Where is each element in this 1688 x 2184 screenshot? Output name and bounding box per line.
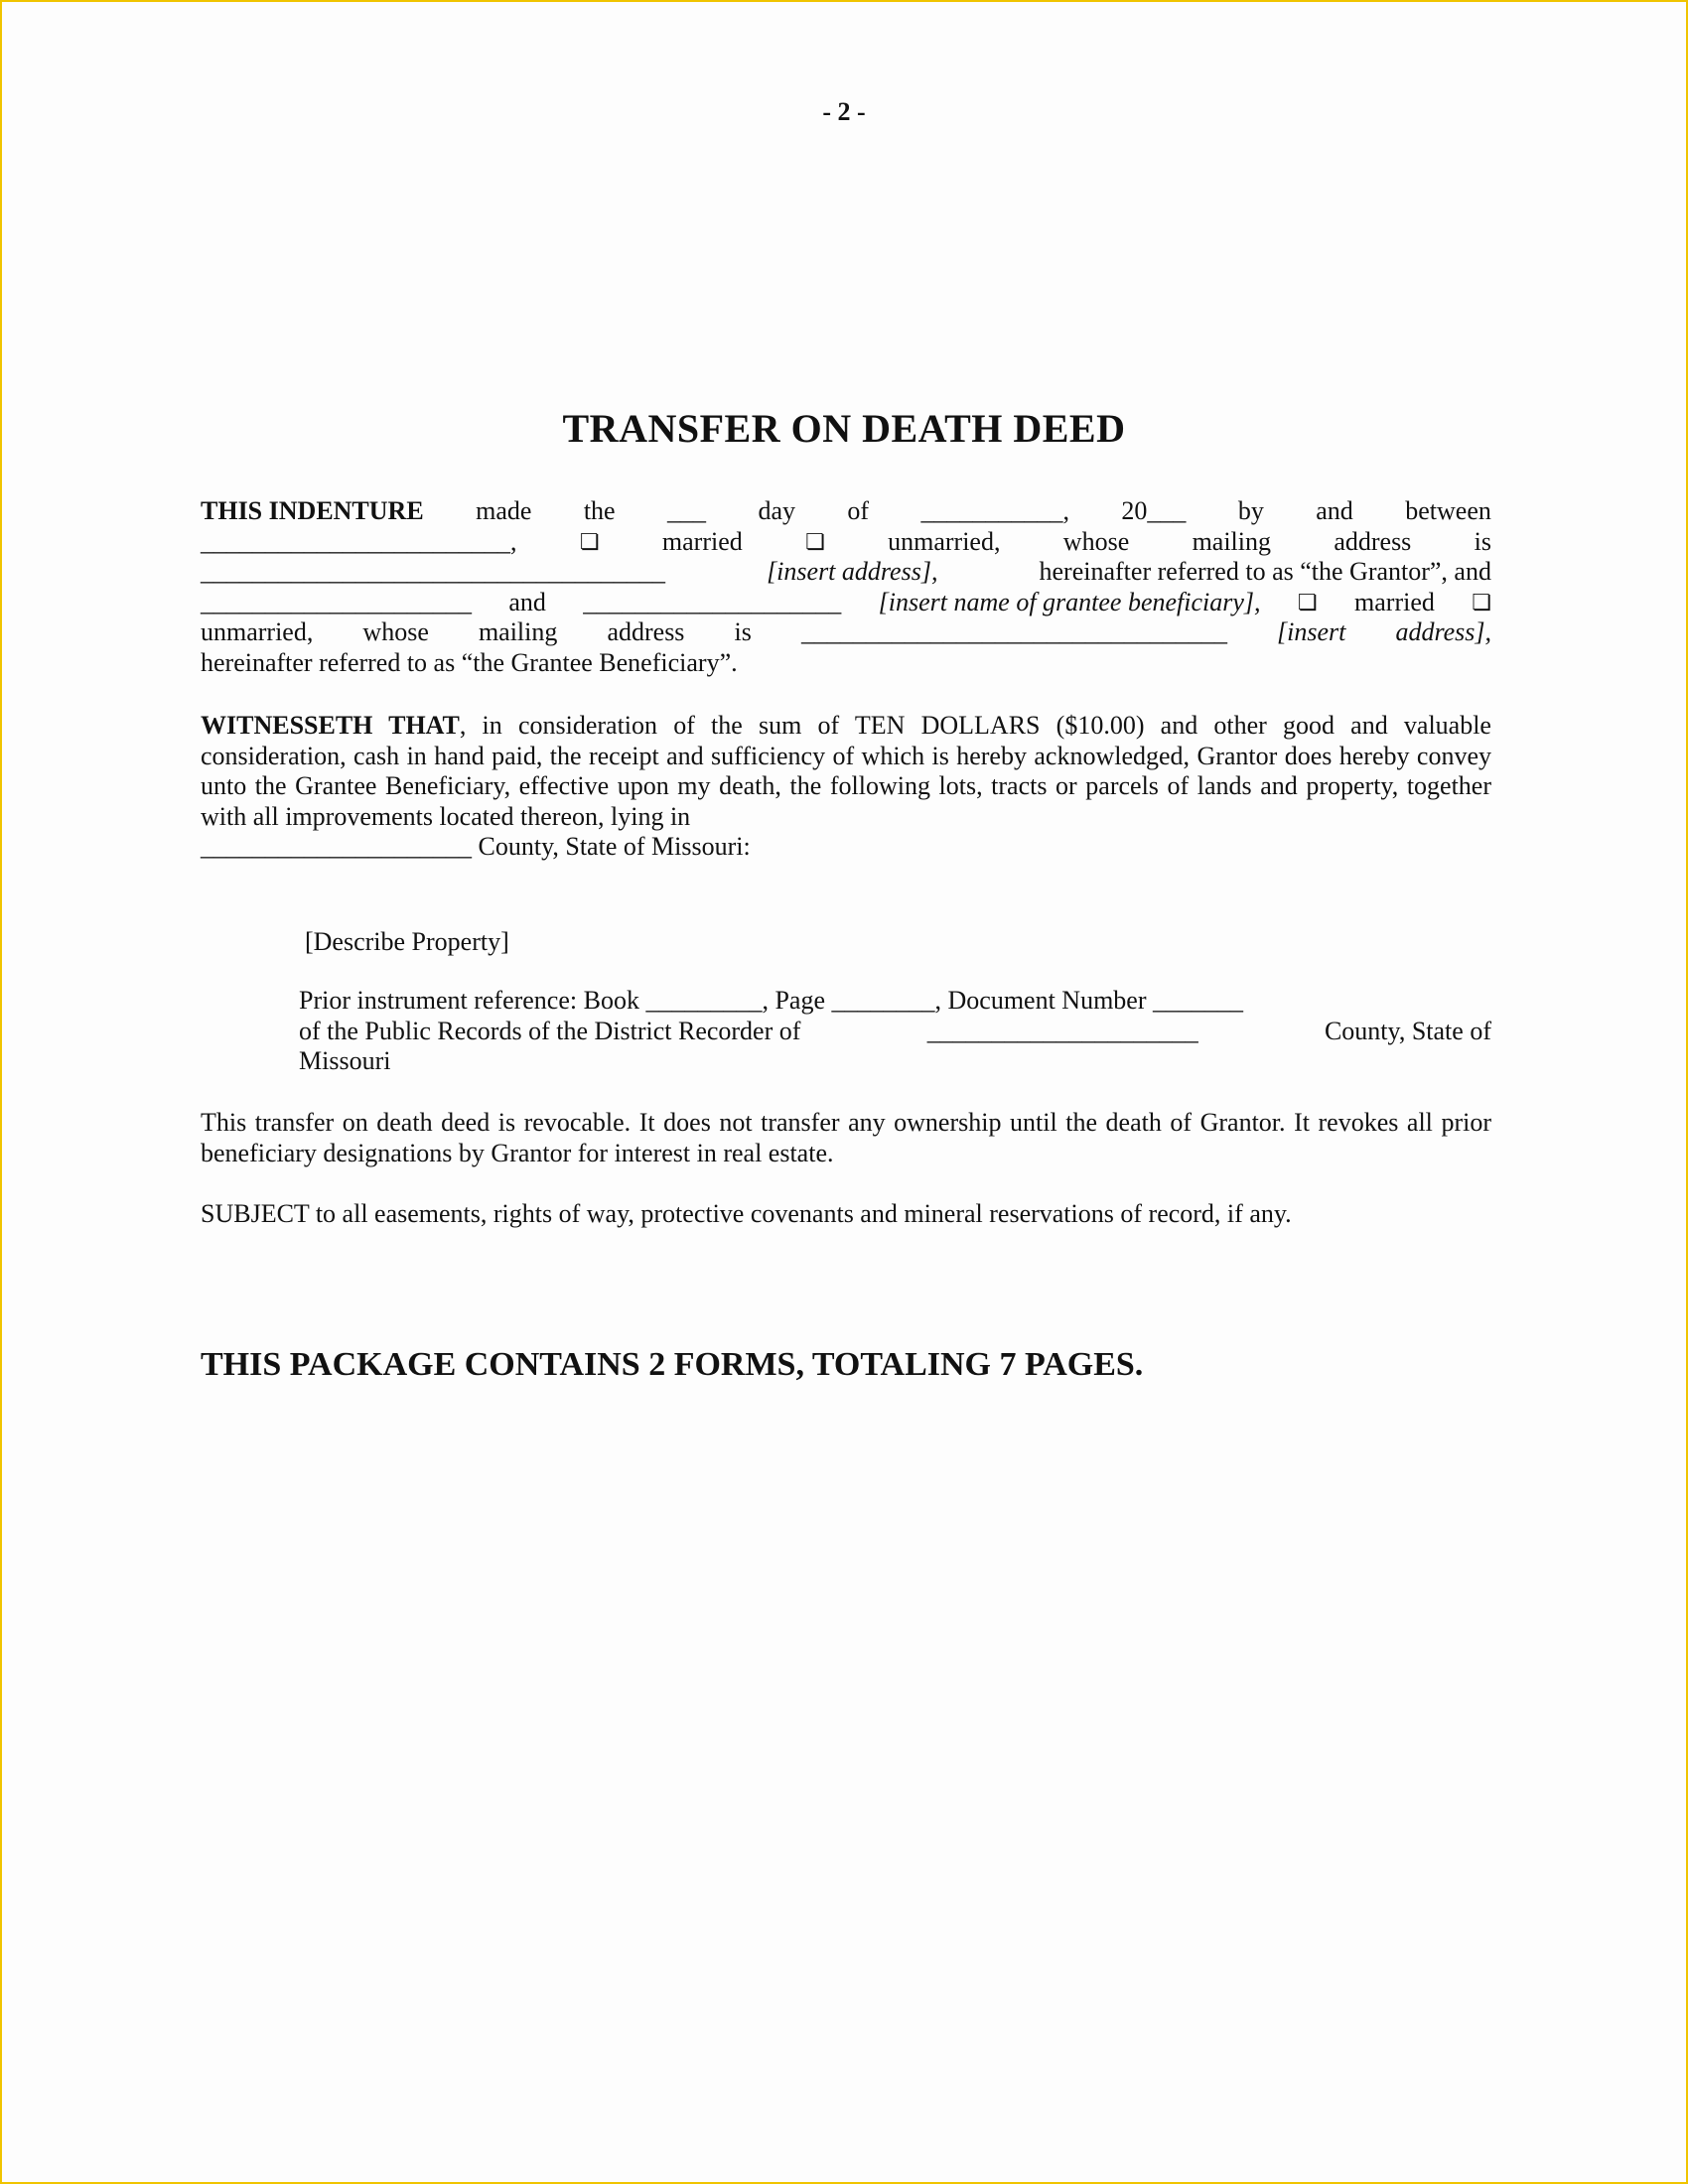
indenture-line-6: hereinafter referred to as “the Grantee Beneficiary”. <box>201 647 738 677</box>
grantee-name-blank[interactable]: ____________________ <box>583 587 842 616</box>
married-label: married <box>661 526 743 556</box>
county-blank[interactable]: _____________________ <box>201 832 472 862</box>
indenture-paragraph <box>201 496 1491 679</box>
grantor-name-blank-2[interactable]: _____________________ <box>201 587 472 616</box>
prior-instrument-line-2: of the Public Records of the District Recorder of _____________________ County, State of <box>299 1016 1491 1045</box>
describe-property: [Describe Property] <box>305 927 509 956</box>
day-blank[interactable]: ___ <box>667 496 707 525</box>
book-blank[interactable]: _________, <box>645 986 769 1015</box>
grantor-name-blank[interactable]: ________________________, <box>201 526 517 556</box>
indenture-line-2: ________________________, ❏ married ❏ unmarried, whose mailing address is <box>201 526 1491 556</box>
grantee-married-label: married <box>1354 587 1435 616</box>
married-checkbox-icon[interactable]: ❏ <box>579 528 600 554</box>
grantee-address-blank[interactable]: _________________________________ <box>800 617 1227 647</box>
prior-instrument-line-3: Missouri <box>299 1046 391 1076</box>
prior-instrument-line-1: Prior instrument reference: Book _________, Page ________, Document Number _______ <box>299 986 1244 1015</box>
witnesseth-text: , in consideration of the sum of TEN DOLLARS ($10.00) and other good and valuable consideration, cash in hand paid, the receipt and sufficiency of which is hereby acknowledged, Grantor does hereby convey unto the Grantee Beneficiary, effective upon my death, the following lots, tracts or parcels of lands and property, together with all improvements located thereon, lying in <box>201 711 1491 831</box>
unmarried-label: unmarried, <box>888 526 1001 556</box>
insert-grantee-hint: [insert name of grantee beneficiary], <box>878 587 1261 616</box>
grantor-address-blank[interactable]: ____________________________________ <box>201 557 665 587</box>
indenture-lead: THIS INDENTURE <box>201 496 424 525</box>
grantee-unmarried-checkbox-icon[interactable]: ❏ <box>1472 589 1491 614</box>
indenture-line-5: unmarried, whose mailing address is _________________________________ [insert address], <box>201 617 1491 647</box>
witnesseth-paragraph: WITNESSETH THAT, in consideration of the sum of TEN DOLLARS ($10.00) and other good and valuable consideration, cash in hand paid, the receipt and sufficiency of which is hereby acknowledged, Grantor does hereby convey unto the Grantee Beneficiary, effective upon my death, the following lots, tracts or parcels of lands and property, together with all improvements located thereon, lying in _____________________ County, State of Missouri: <box>201 711 1491 862</box>
month-blank[interactable]: ___________, <box>920 496 1069 525</box>
package-note: THIS PACKAGE CONTAINS 2 FORMS, TOTALING 7 PAGES. <box>201 1346 1144 1383</box>
grantee-unmarried-label: unmarried, <box>201 617 314 647</box>
unmarried-checkbox-icon[interactable]: ❏ <box>805 528 825 554</box>
page-title: TRANSFER ON DEATH DEED <box>562 406 1126 451</box>
insert-address-hint: [insert address], <box>767 557 938 587</box>
prior-instrument-block <box>299 986 1491 1077</box>
indenture-line-4: _____________________ and ____________________ [insert name of grantee beneficiary], ❏ married ❏ <box>201 587 1491 616</box>
indenture-line-1: THIS INDENTURE made the ___ day of ___________, 20___ by and between <box>201 496 1491 525</box>
page-number: - 2 - <box>822 97 866 126</box>
subject-paragraph: SUBJECT to all easements, rights of way, protective covenants and mineral reservations of record, if any. <box>201 1199 1292 1228</box>
indenture-line-3: ____________________________________ [insert address], hereinafter referred to as “the Grantor”, and <box>201 557 1491 587</box>
page-blank[interactable]: ________, <box>831 986 941 1015</box>
witnesseth-lead: WITNESSETH THAT <box>201 711 460 740</box>
document-number-blank[interactable]: _______ <box>1153 986 1244 1015</box>
grantee-married-checkbox-icon[interactable]: ❏ <box>1297 589 1318 614</box>
revocable-paragraph: This transfer on death deed is revocable. It does not transfer any ownership until the death of Grantor. It revokes all prior beneficiary designations by Grantor for interest in real estate. <box>201 1108 1491 1167</box>
year-blank[interactable]: 20___ <box>1121 496 1187 525</box>
recorder-county-blank[interactable]: _____________________ <box>926 1016 1198 1045</box>
